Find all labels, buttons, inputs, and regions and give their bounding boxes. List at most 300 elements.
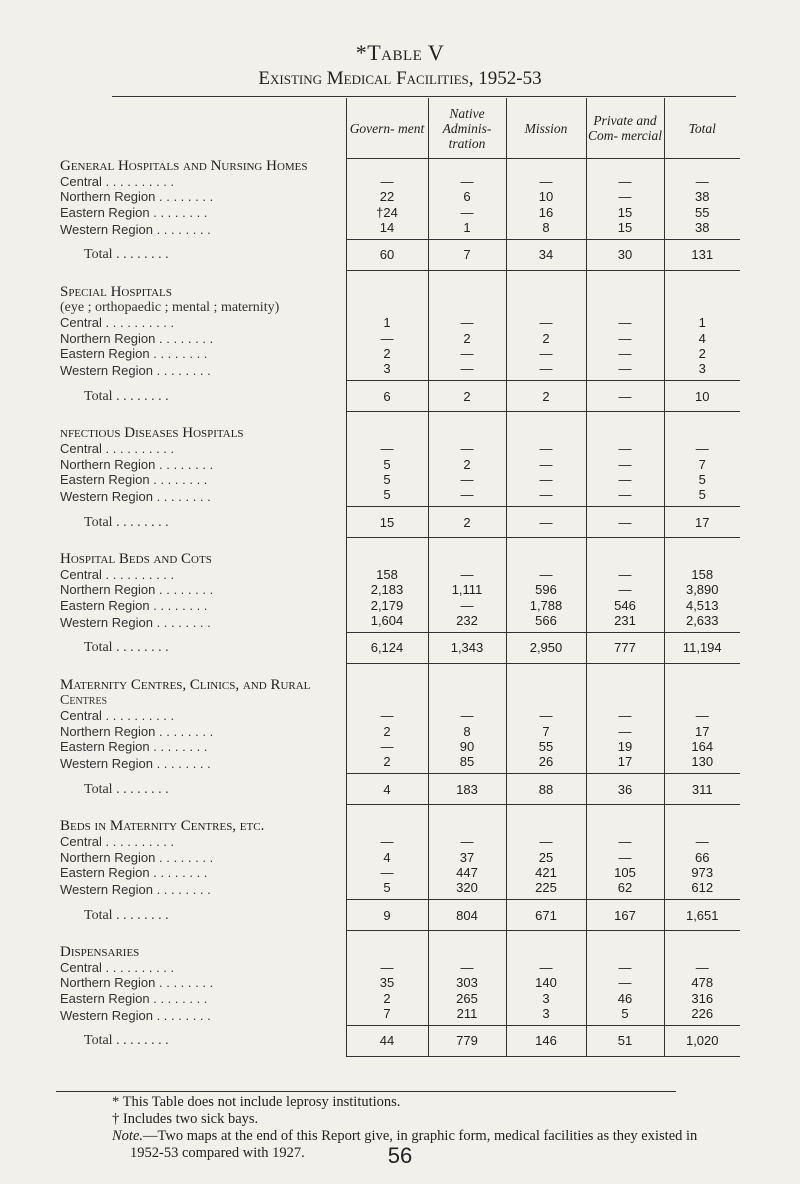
table-cell: 25 (506, 849, 586, 864)
empty-cell (346, 538, 428, 568)
table-row (56, 991, 740, 1006)
table-cell: 158 (664, 567, 740, 582)
table-subtitle: Existing Medical Facilities, 1952-53 (258, 68, 542, 89)
section-heading: Centres (60, 693, 108, 709)
row-label: Northern Region . . . . . . . . (60, 975, 214, 991)
empty-cell (664, 663, 740, 693)
total-label: Total . . . . . . . . (84, 907, 169, 923)
table-title: *Table V (355, 40, 445, 65)
row-label: Eastern Region . . . . . . . . (60, 471, 208, 487)
table-row (56, 472, 740, 487)
total-cell: 1,343 (428, 632, 506, 663)
table-row (56, 361, 740, 381)
table-cell: 2,179 (346, 598, 428, 613)
col-header: Total (664, 98, 740, 159)
table-cell: 5 (346, 880, 428, 900)
table-cell: — (346, 331, 428, 346)
table-cell: 66 (664, 849, 740, 864)
empty-cell (346, 270, 428, 300)
table-row (56, 724, 740, 739)
total-cell: 11,194 (664, 632, 740, 663)
table-cell: — (586, 472, 664, 487)
table-row (56, 220, 740, 240)
table-cell: 6 (428, 189, 506, 204)
table-cell: — (586, 487, 664, 507)
table-cell: 3 (664, 361, 740, 381)
table-cell: 5 (664, 487, 740, 507)
section-heading: General Hospitals and Nursing Homes (60, 157, 308, 174)
table-cell: 231 (586, 613, 664, 633)
table-cell: 19 (586, 739, 664, 754)
table-cell: 62 (586, 880, 664, 900)
table-cell: 232 (428, 613, 506, 633)
table-cell: 38 (664, 189, 740, 204)
table-cell: 1,111 (428, 582, 506, 597)
row-label: Eastern Region . . . . . . . . (60, 864, 208, 880)
table-row (56, 613, 740, 633)
section-heading: Maternity Centres, Clinics, and Rural (60, 676, 311, 693)
total-cell: 34 (506, 239, 586, 270)
table-cell: 3 (346, 361, 428, 381)
total-cell: 1,651 (664, 900, 740, 931)
total-cell: 167 (586, 900, 664, 931)
table-cell: — (586, 174, 664, 189)
bottom-rule (56, 1091, 676, 1092)
table-cell: — (506, 834, 586, 849)
empty-cell (428, 693, 506, 708)
table-cell: 164 (664, 739, 740, 754)
table-cell: — (664, 708, 740, 723)
table-cell: 5 (586, 1006, 664, 1026)
table-cell: 55 (506, 739, 586, 754)
table-cell: 17 (664, 724, 740, 739)
empty-cell (664, 159, 740, 175)
table-cell: 1 (346, 315, 428, 330)
top-rule (112, 96, 736, 97)
note-continued: 1952-53 compared with 1927. (130, 1145, 305, 1161)
header-blank (56, 98, 346, 159)
table-row (56, 739, 740, 754)
total-cell: 17 (664, 507, 740, 538)
empty-cell (506, 663, 586, 693)
section-heading: Special Hospitals (60, 283, 172, 300)
total-cell: 2 (428, 381, 506, 412)
table-cell: — (428, 598, 506, 613)
row-label: Eastern Region . . . . . . . . (60, 204, 208, 220)
table-cell: — (586, 567, 664, 582)
table-cell: 37 (428, 849, 506, 864)
table-body (56, 159, 740, 1057)
section-heading-row (56, 663, 740, 693)
total-cell: — (586, 381, 664, 412)
table-row (56, 487, 740, 507)
table-cell: — (586, 849, 664, 864)
empty-cell (664, 693, 740, 708)
table-cell: 566 (506, 613, 586, 633)
table-cell: 2 (428, 456, 506, 471)
table-cell: 16 (506, 205, 586, 220)
table-cell: — (428, 205, 506, 220)
row-label: Central . . . . . . . . . . (60, 174, 175, 190)
total-cell: 60 (346, 239, 428, 270)
empty-cell (428, 300, 506, 315)
table-cell: — (586, 456, 664, 471)
row-label: Western Region . . . . . . . . (60, 363, 211, 379)
row-label: Central . . . . . . . . . . (60, 834, 175, 850)
section-heading: nfectious Diseases Hospitals (60, 424, 244, 441)
table-cell: 3,890 (664, 582, 740, 597)
empty-cell (506, 300, 586, 315)
table-cell: 2,633 (664, 613, 740, 633)
total-label: Total . . . . . . . . (84, 514, 169, 530)
table-row (56, 975, 740, 990)
total-label: Total . . . . . . . . (84, 247, 169, 263)
row-label: Eastern Region . . . . . . . . (60, 738, 208, 754)
table-row (56, 456, 740, 471)
total-cell: 15 (346, 507, 428, 538)
total-cell: 36 (586, 774, 664, 805)
table-cell: — (428, 708, 506, 723)
table-row (56, 598, 740, 613)
table-cell: 211 (428, 1006, 506, 1026)
table-cell: 2 (428, 331, 506, 346)
section-heading-row (56, 538, 740, 568)
col-header: Govern- ment (346, 98, 428, 159)
total-cell: 88 (506, 774, 586, 805)
table-cell: 1,788 (506, 598, 586, 613)
table-cell: — (506, 315, 586, 330)
row-label: Northern Region . . . . . . . . (60, 189, 214, 205)
table-cell: 17 (586, 754, 664, 774)
note-text: —Two maps at the end of this Report give, in graphic form, medical facilities as they existed in (143, 1128, 698, 1144)
table-cell: — (506, 567, 586, 582)
total-label: Total . . . . . . . . (84, 781, 169, 797)
table-cell: 85 (428, 754, 506, 774)
col-header: Private and Com- mercial (586, 98, 664, 159)
empty-cell (346, 805, 428, 835)
table-cell: 2,183 (346, 582, 428, 597)
table-cell: 22 (346, 189, 428, 204)
table-cell: 2 (664, 346, 740, 361)
empty-cell (586, 270, 664, 300)
row-label: Central . . . . . . . . . . (60, 441, 175, 457)
table-cell: — (586, 834, 664, 849)
empty-cell (428, 159, 506, 175)
table-cell: 2 (506, 331, 586, 346)
table-cell: †24 (346, 205, 428, 220)
row-label: Northern Region . . . . . . . . (60, 456, 214, 472)
row-label: Central . . . . . . . . . . (60, 708, 175, 724)
total-cell: 779 (428, 1025, 506, 1056)
table-cell: — (346, 834, 428, 849)
table-cell: 15 (586, 205, 664, 220)
table-cell: 35 (346, 975, 428, 990)
table-cell: — (428, 174, 506, 189)
empty-cell (346, 693, 428, 708)
footnote: † Includes two sick bays. (112, 1111, 259, 1127)
table-cell: — (506, 960, 586, 975)
empty-cell (346, 931, 428, 961)
table-cell: — (428, 346, 506, 361)
empty-cell (506, 538, 586, 568)
total-cell: 9 (346, 900, 428, 931)
table-cell: 265 (428, 991, 506, 1006)
header-row (56, 98, 740, 159)
empty-cell (346, 412, 428, 442)
table-cell: 303 (428, 975, 506, 990)
table-cell: 225 (506, 880, 586, 900)
table-cell: 2 (346, 724, 428, 739)
section-subheading-row (56, 300, 740, 315)
table-cell: 105 (586, 865, 664, 880)
row-label: Eastern Region . . . . . . . . (60, 345, 208, 361)
empty-cell (428, 412, 506, 442)
table-cell: — (506, 174, 586, 189)
total-cell: 777 (586, 632, 664, 663)
empty-cell (586, 159, 664, 175)
total-label: Total . . . . . . . . (84, 640, 169, 656)
row-label: Eastern Region . . . . . . . . (60, 597, 208, 613)
col-header: Native Adminis- tration (428, 98, 506, 159)
table-cell: 447 (428, 865, 506, 880)
table-cell: — (586, 960, 664, 975)
table-row (56, 865, 740, 880)
total-row (56, 774, 740, 805)
table-cell: 55 (664, 205, 740, 220)
table-cell: — (586, 315, 664, 330)
row-label: Northern Region . . . . . . . . (60, 330, 214, 346)
empty-cell (664, 931, 740, 961)
table-cell: — (428, 472, 506, 487)
table-row (56, 315, 740, 330)
table-cell: 8 (428, 724, 506, 739)
col-header: Mission (506, 98, 586, 159)
total-cell: 671 (506, 900, 586, 931)
table-cell: — (428, 441, 506, 456)
table-cell: 2 (346, 991, 428, 1006)
empty-cell (428, 931, 506, 961)
table-row (56, 331, 740, 346)
empty-cell (346, 159, 428, 175)
section-heading-row (56, 805, 740, 835)
total-cell: 2 (506, 381, 586, 412)
table-cell: — (586, 361, 664, 381)
table-cell: — (506, 708, 586, 723)
table-cell: — (428, 567, 506, 582)
table-cell: 140 (506, 975, 586, 990)
total-cell: 311 (664, 774, 740, 805)
table-cell: 26 (506, 754, 586, 774)
section-heading-row (56, 412, 740, 442)
table-cell: — (664, 834, 740, 849)
table-cell: — (586, 724, 664, 739)
total-cell: 2 (428, 507, 506, 538)
table-cell: — (346, 739, 428, 754)
row-label: Northern Region . . . . . . . . (60, 582, 214, 598)
table-cell: — (506, 346, 586, 361)
row-label: Northern Region . . . . . . . . (60, 723, 214, 739)
table-row (56, 880, 740, 900)
table-row (56, 754, 740, 774)
table-cell: 7 (664, 456, 740, 471)
row-label: Western Region . . . . . . . . (60, 756, 211, 772)
total-cell: 804 (428, 900, 506, 931)
section-heading-row (56, 270, 740, 300)
table-cell: 158 (346, 567, 428, 582)
table-cell: 3 (506, 991, 586, 1006)
table-cell: 90 (428, 739, 506, 754)
empty-cell (428, 270, 506, 300)
row-label: Eastern Region . . . . . . . . (60, 990, 208, 1006)
table-cell: 10 (506, 189, 586, 204)
section-heading-row (56, 931, 740, 961)
table-cell: — (586, 582, 664, 597)
table-cell: 320 (428, 880, 506, 900)
empty-cell (346, 663, 428, 693)
total-row (56, 507, 740, 538)
table-cell: — (346, 441, 428, 456)
facilities-table (56, 98, 740, 1057)
empty-cell (506, 805, 586, 835)
table-cell: — (428, 960, 506, 975)
empty-cell (664, 300, 740, 315)
table-cell: 1,604 (346, 613, 428, 633)
table-row (56, 189, 740, 204)
table-cell: 7 (346, 1006, 428, 1026)
section-heading-row (56, 159, 740, 175)
table-cell: — (428, 834, 506, 849)
page-number: 56 (387, 1143, 413, 1168)
row-label: Western Region . . . . . . . . (60, 222, 211, 238)
table-row (56, 582, 740, 597)
table-cell: 421 (506, 865, 586, 880)
empty-cell (664, 412, 740, 442)
table-row (56, 960, 740, 975)
table-cell: 5 (346, 472, 428, 487)
total-cell: — (586, 507, 664, 538)
empty-cell (664, 270, 740, 300)
total-cell: 2,950 (506, 632, 586, 663)
table-cell: 478 (664, 975, 740, 990)
table-row (56, 834, 740, 849)
total-cell: 183 (428, 774, 506, 805)
total-cell: 131 (664, 239, 740, 270)
empty-cell (506, 412, 586, 442)
table-cell: 4,513 (664, 598, 740, 613)
table-cell: — (664, 441, 740, 456)
table-cell: 8 (506, 220, 586, 240)
table-cell: 3 (506, 1006, 586, 1026)
empty-cell (664, 805, 740, 835)
empty-cell (506, 931, 586, 961)
row-label: Central . . . . . . . . . . (60, 960, 175, 976)
table-row (56, 441, 740, 456)
total-label: Total . . . . . . . . (84, 388, 169, 404)
total-row (56, 239, 740, 270)
empty-cell (428, 805, 506, 835)
row-label: Central . . . . . . . . . . (60, 567, 175, 583)
table-cell: 1 (664, 315, 740, 330)
table-cell: 2 (346, 754, 428, 774)
table-cell: 4 (664, 331, 740, 346)
row-label: Western Region . . . . . . . . (60, 489, 211, 505)
total-cell: 30 (586, 239, 664, 270)
table-cell: — (346, 865, 428, 880)
total-row (56, 1025, 740, 1056)
table-cell: — (428, 361, 506, 381)
table-cell: — (664, 960, 740, 975)
total-row (56, 900, 740, 931)
total-cell: 146 (506, 1025, 586, 1056)
table-cell: 7 (506, 724, 586, 739)
total-cell: — (506, 507, 586, 538)
row-label: Western Region . . . . . . . . (60, 882, 211, 898)
table-cell: 130 (664, 754, 740, 774)
row-label: Central . . . . . . . . . . (60, 315, 175, 331)
empty-cell (506, 159, 586, 175)
empty-cell (586, 693, 664, 708)
table-cell: — (346, 708, 428, 723)
empty-cell (346, 300, 428, 315)
table-cell: — (506, 361, 586, 381)
table-cell: — (428, 487, 506, 507)
table-cell: 46 (586, 991, 664, 1006)
table-cell: — (506, 441, 586, 456)
empty-cell (586, 931, 664, 961)
table-cell: 38 (664, 220, 740, 240)
row-label: Western Region . . . . . . . . (60, 615, 211, 631)
table-cell: 5 (664, 472, 740, 487)
section-heading: Hospital Beds and Cots (60, 550, 212, 567)
empty-cell (586, 412, 664, 442)
empty-cell (506, 693, 586, 708)
total-cell: 4 (346, 774, 428, 805)
table-cell: 5 (346, 456, 428, 471)
table-cell: 596 (506, 582, 586, 597)
table-cell: — (664, 174, 740, 189)
table-cell: — (586, 708, 664, 723)
table-cell: — (586, 346, 664, 361)
section-heading: (eye ; orthopaedic ; mental ; maternity) (60, 300, 280, 316)
row-label: Western Region . . . . . . . . (60, 1008, 211, 1024)
table-cell: 2 (346, 346, 428, 361)
table-row (56, 205, 740, 220)
table-cell: — (506, 472, 586, 487)
total-cell: 6,124 (346, 632, 428, 663)
table-cell: 14 (346, 220, 428, 240)
empty-cell (586, 805, 664, 835)
table-cell: — (586, 975, 664, 990)
table-cell: 316 (664, 991, 740, 1006)
table-cell: 15 (586, 220, 664, 240)
footnote: * This Table does not include leprosy institutions. (112, 1094, 401, 1110)
total-cell: 7 (428, 239, 506, 270)
empty-cell (586, 300, 664, 315)
empty-cell (586, 538, 664, 568)
table-cell: — (506, 456, 586, 471)
total-cell: 10 (664, 381, 740, 412)
row-label: Northern Region . . . . . . . . (60, 849, 214, 865)
total-cell: 6 (346, 381, 428, 412)
table-row (56, 567, 740, 582)
table-cell: 5 (346, 487, 428, 507)
table-cell: 546 (586, 598, 664, 613)
empty-cell (506, 270, 586, 300)
total-cell: 51 (586, 1025, 664, 1056)
table-row (56, 346, 740, 361)
section-heading: Dispensaries (60, 943, 140, 960)
section-heading: Beds in Maternity Centres, etc. (60, 817, 265, 834)
